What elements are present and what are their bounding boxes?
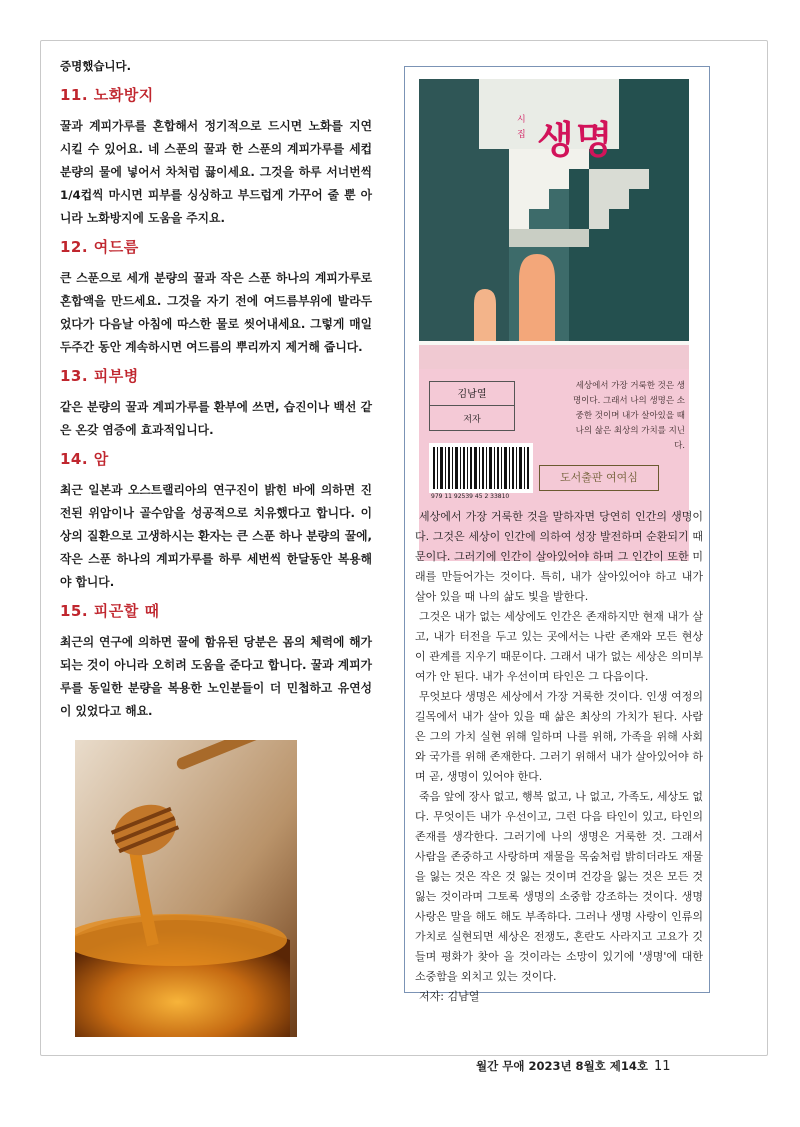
essay-credit: 저자: 김남열 bbox=[419, 990, 480, 1003]
section-fatigue bbox=[60, 600, 372, 723]
publisher-label: 도서출판 여여심 bbox=[539, 465, 659, 491]
section-anti-aging bbox=[60, 84, 372, 230]
book-series-label: 시집 bbox=[517, 115, 526, 140]
intro-text: 증명했습니다. bbox=[60, 59, 132, 73]
cover-quote: 세상에서 가장 거룩한 것은 생명이다. 그래서 나의 생명은 소중한 것이며 내가 살아있을 때 나의 삶은 최상의 가치를 지닌다. bbox=[572, 381, 685, 451]
book-title: 생명 bbox=[537, 117, 615, 162]
divider bbox=[430, 405, 514, 406]
author-name: 김남열 bbox=[457, 389, 487, 400]
section-title: 14. 암 bbox=[60, 450, 109, 468]
section-title: 11. 노화방지 bbox=[60, 86, 154, 104]
section-acne bbox=[60, 236, 372, 359]
essay-paragraph: 무엇보다 생명은 세상에서 가장 거룩한 것이다. 인생 여정의 길목에서 내가 살아 있을 때 삶은 최상의 가치가 된다. 사람은 그의 가치 실현 위해 일하며 나를 위해, 가족을 위해 사회와 국가를 위해 존재한다. 그러기 위해서 내가 살아있어야 하며 곧, 생명이 있어야 한다. bbox=[415, 690, 703, 783]
issue-label: 월간 무애 2023년 8월호 제14호 bbox=[476, 1059, 649, 1073]
section-skin-disease bbox=[60, 365, 372, 442]
isbn-number: 979 11 92539 45 2 33810 bbox=[431, 493, 510, 500]
honey-photo bbox=[75, 740, 297, 1037]
section-body: 같은 분량의 꿀과 계피가루를 환부에 쓰면, 습진이나 백선 같은 온갖 염증에 효과적입니다. bbox=[60, 400, 372, 437]
essay-paragraph: 그것은 내가 없는 세상에도 인간은 존재하지만 현재 내가 살고, 내가 터전을 두고 있는 곳에서는 나란 존재와 모든 현상이 관계를 지우기 때문이다. 그래서 내가 없는 세상은 의미부여가 안 된다. 내가 우선이며 타인은 그 다음이다. bbox=[415, 610, 703, 683]
section-body: 꿀과 계피가루를 혼합해서 정기적으로 드시면 노화를 지연 시킬 수 있어요. 네 스푼의 꿀과 한 스푼의 계피가루를 세컵 분량의 물에 넣어서 차처럼 끓이세요. 그것을 하루 서너번씩 1/4컵씩 마시면 피부를 싱싱하고 부드럽게 가꾸어 줄 뿐 아니라 노화방지에 도움을 주지요. bbox=[60, 119, 372, 225]
page-footer bbox=[476, 1058, 671, 1074]
section-body: 최근 일본과 오스트랠리아의 연구진이 밝힌 바에 의하면 진전된 위암이나 골수암을 성공적으로 치유했다고 합니다. 이상의 질환으로 고생하시는 환자는 큰 스푼 하나 분량의 꿀에, 작은 스푼 하나의 계피가루를 하루 세번씩 한달동안 복용해야 합니다. bbox=[60, 483, 372, 589]
book-feature-box bbox=[404, 66, 710, 1003]
book-cover bbox=[419, 79, 689, 561]
section-cancer bbox=[60, 448, 372, 594]
page-number: 11 bbox=[654, 1059, 671, 1074]
essay-paragraph: 세상에서 가장 거룩한 것을 말하자면 당연히 인간의 생명이다. 그것은 세상이 인간에 의하여 성장 발전하며 순환되기 때문이다. 그러기에 인간이 살아있어야 하며 그 인간이 또한 미래를 만들어가는 것이다. 특히, 내가 살아있어야 하고 내가 살아 있을 때 나의 삶도 빛을 발한다. bbox=[415, 510, 703, 603]
section-body: 최근의 연구에 의하면 꿀에 함유된 당분은 몸의 체력에 해가 되는 것이 아니라 오히려 도움을 준다고 합니다. 꿀과 계피가루를 동일한 분량을 복용한 노인분들이 더 민첩하고 유연성이 있었다고 해요. bbox=[60, 635, 372, 718]
essay-paragraph: 죽음 앞에 장사 없고, 행복 없고, 나 없고, 가족도, 세상도 없다. 무엇이든 내가 우선이고, 그런 다음 타인이 있고, 타인의 존재를 생각한다. 그러기에 나의 생명은 거룩한 것. 그래서 사람을 존중하고 사랑하며 재물을 목숨처럼 밝히더라도 재물을 잃는 것은 작은 것 잃는 것이며 건강을 잃는 것은 모든 것 잃는 것이라며 그토록 생명의 소중함 강조하는 것이다. 생명 사랑은 말을 해도 해도 부족하다. 그러나 생명 사랑이 인류의 가치로 실현되면 세상은 전쟁도, 혼란도 사라지고 고요가 깃들며 평화가 찾아 올 것이라는 소망이 있기에 '생명'에 대한 소중함을 외치고 있는 것이다. bbox=[415, 790, 703, 983]
section-title: 15. 피곤할 때 bbox=[60, 602, 160, 620]
section-title: 13. 피부병 bbox=[60, 367, 139, 385]
essay-text bbox=[415, 507, 703, 1007]
section-title: 12. 여드름 bbox=[60, 238, 139, 256]
author-role: 저자 bbox=[463, 415, 481, 425]
section-body: 큰 스푼으로 세개 분량의 꿀과 작은 스푼 하나의 계피가루로 혼합액을 만드세요. 그것을 자기 전에 여드름부위에 발라두었다가 다음날 아침에 따스한 물로 씻어내세요. 그렇게 매일 두주간 동안 계속하시면 여드름의 뿌리까지 제거해 줍니다. bbox=[60, 271, 372, 354]
barcode-icon bbox=[429, 443, 533, 493]
left-column bbox=[60, 58, 372, 729]
author-box bbox=[429, 381, 515, 431]
